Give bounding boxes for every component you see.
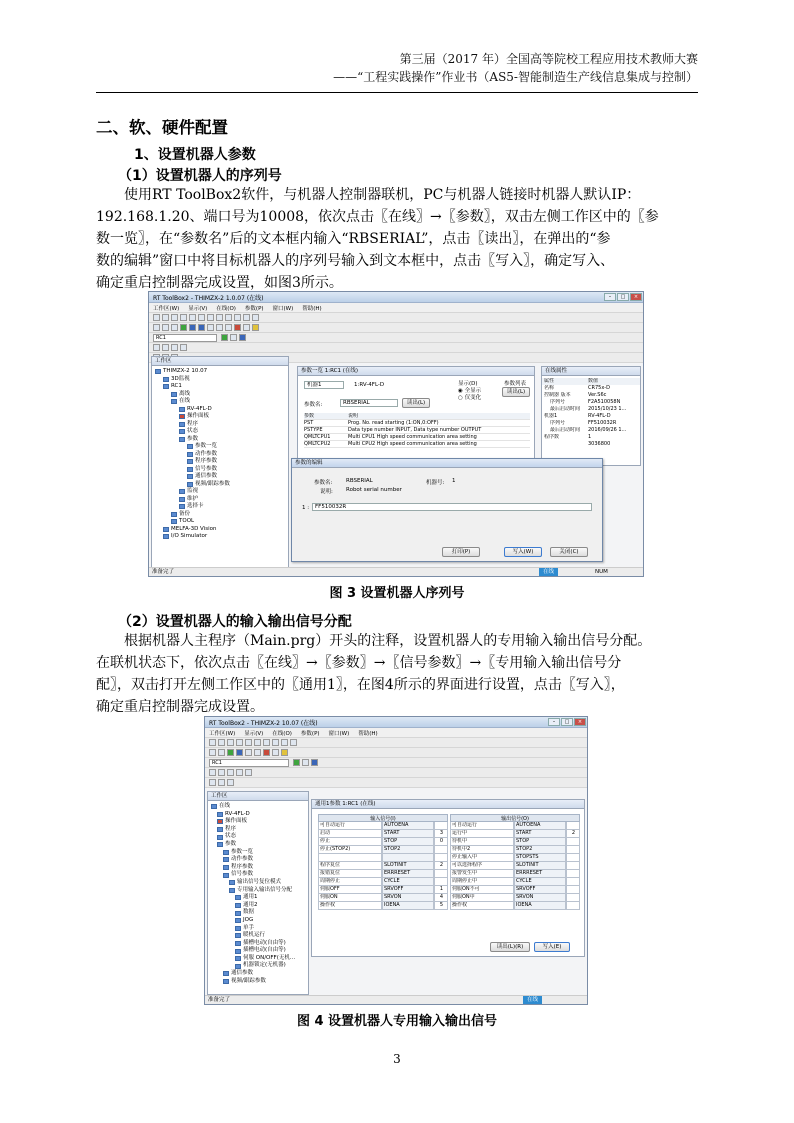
tree-item[interactable]: 数据	[211, 909, 305, 917]
jog-icon[interactable]	[171, 344, 178, 351]
prop-row: 机器1 RV-4FL-D	[544, 413, 611, 419]
new-icon[interactable]	[153, 314, 160, 321]
tree-item[interactable]: 输出信号复位模式	[211, 879, 305, 887]
menu-param[interactable]: 参数(P)	[244, 305, 264, 312]
minimize-icon[interactable]: –	[604, 293, 616, 301]
edit-desc-label: 说明:	[320, 489, 333, 495]
fig3-menubar	[149, 303, 643, 313]
copy-icon[interactable]	[254, 739, 261, 746]
fig3-toolbar-1	[149, 313, 643, 323]
tree-item[interactable]: 视频/跟踪参数	[155, 481, 285, 489]
param-col-header: 参数	[304, 413, 315, 419]
menu-view[interactable]: 显示(V)	[188, 305, 208, 312]
step1-line: 数的编辑”窗口中将目标机器人的序列号输入到文本框中，点击〖写入〗，确定写入、	[96, 253, 615, 269]
radio-changed[interactable]: ○ 仅变化	[458, 395, 482, 401]
paste-icon[interactable]	[207, 314, 214, 321]
tree-item[interactable]: 插槽电动(自由等)	[211, 940, 305, 948]
io-row[interactable]: 伺服ON SRVON 4	[318, 894, 448, 902]
io-row[interactable]: 操作权 IOENA	[450, 902, 580, 910]
io-row[interactable]: 伺服ON中 SRVON	[450, 894, 580, 902]
tree-item[interactable]: 专用输入输出信号分配	[211, 887, 305, 895]
io-row[interactable]: 待机中2 STOP2	[450, 846, 580, 854]
robot-combo[interactable]: RC1	[209, 759, 289, 767]
jog-icon[interactable]	[236, 769, 243, 776]
jog-icon[interactable]	[227, 769, 234, 776]
general1-title: 通用1参数 1:RC1 (在线)	[312, 800, 584, 809]
window-icon[interactable]	[252, 314, 259, 321]
table-row[interactable]: QMLTCPU2 Multi CPU2 High speed communication area setting	[304, 441, 530, 448]
tree-item[interactable]: 参数一览	[155, 443, 285, 451]
fig4-window-title: RT ToolBox2 - THIMZX-2 10.07 (在线)	[209, 719, 318, 727]
robot-combo[interactable]: RC1	[153, 334, 217, 342]
tree-item[interactable]: 参数一览	[211, 849, 305, 857]
param-name-input[interactable]: RBSERIAL	[340, 399, 398, 407]
step2-line: 在联机状态下，依次点击〖在线〗→〖参数〗→〖信号参数〗→〖专用输入输出信号分	[96, 655, 622, 671]
param-edit-dialog	[291, 458, 603, 562]
stop-icon[interactable]	[263, 749, 270, 756]
io-row[interactable]: 可以选择程序 SLOTINIT	[450, 862, 580, 870]
redo-icon[interactable]	[281, 739, 288, 746]
edit-name-label: 参数名:	[314, 480, 333, 486]
tree-item[interactable]: 暖机运行	[211, 932, 305, 940]
tree-item[interactable]: 维护	[155, 496, 285, 504]
tree-item[interactable]: 信号参数	[155, 466, 285, 474]
menu-online[interactable]: 在线(O)	[272, 730, 292, 737]
param-name-label: 参数名:	[304, 402, 323, 408]
io-row[interactable]: 可自动运行 AUTOENA	[450, 822, 580, 830]
step2-line: 确定重启控制器完成设置。	[96, 699, 264, 715]
tree-item[interactable]: 视频/跟踪参数	[211, 978, 305, 986]
connect-icon[interactable]	[221, 334, 228, 341]
help-icon[interactable]	[252, 324, 259, 331]
tree-item[interactable]: 操作面板	[155, 413, 285, 421]
io-row[interactable]	[318, 854, 448, 862]
undo-icon[interactable]	[272, 739, 279, 746]
tool-icon[interactable]	[272, 749, 279, 756]
redo-icon[interactable]	[225, 314, 232, 321]
tree-item[interactable]: 程序	[155, 421, 285, 429]
step1-line: 确定重启控制器完成设置，如图3所示。	[96, 275, 343, 291]
run-icon[interactable]	[209, 779, 216, 786]
fig4-caption: 图 4 设置机器人专用输入输出信号	[296, 1014, 498, 1029]
tree-item[interactable]: 单手	[211, 925, 305, 933]
tree-item[interactable]: 机器锁定(无机器)	[211, 962, 305, 970]
prop-row: 3036800	[588, 441, 611, 447]
prop-row: 名称 CR75x-D	[544, 385, 610, 391]
props-title: 在线属性	[542, 367, 640, 376]
jog-icon[interactable]	[218, 769, 225, 776]
page-number: 3	[393, 1052, 401, 1066]
fig4-toolbar-2	[205, 748, 587, 758]
copy-icon[interactable]	[198, 314, 205, 321]
tree-item[interactable]: 在线	[211, 803, 305, 811]
find-icon[interactable]	[234, 314, 241, 321]
step1-title: （1）设置机器人的序列号	[118, 168, 282, 184]
fig4-toolbar-3	[205, 758, 587, 768]
edit-desc-value: Robot serial number	[346, 487, 402, 493]
disconnect-icon[interactable]	[230, 334, 237, 341]
online-props-panel	[541, 366, 641, 466]
param-icon[interactable]	[216, 324, 223, 331]
tree-item[interactable]: 离线	[155, 391, 285, 399]
close-button[interactable]: 关闭(C)	[550, 547, 588, 557]
new-icon[interactable]	[209, 739, 216, 746]
param-table	[304, 413, 530, 448]
fig3-toolbar-4	[149, 343, 643, 353]
edit-machine-value: 1	[452, 478, 456, 484]
step1-line: 使用RT ToolBox2软件，与机器人控制器联机，PC与机器人链接时机器人默认IP：	[124, 187, 641, 203]
general1-window	[311, 799, 585, 957]
run-icon[interactable]	[227, 779, 234, 786]
write-button[interactable]: 写入(W)	[504, 547, 542, 557]
io-row[interactable]: 伺服ON不可 SRVOFF	[450, 886, 580, 894]
tree-item[interactable]: 通用1	[211, 894, 305, 902]
tree-item[interactable]: I/O Simulator	[155, 533, 285, 541]
jog-icon[interactable]	[209, 769, 216, 776]
io-row[interactable]: 可自动运行 AUTOENA	[318, 822, 448, 830]
tree-item[interactable]: RC1	[155, 383, 285, 391]
monitor-icon[interactable]	[198, 324, 205, 331]
menu-window[interactable]: 窗口(W)	[328, 730, 350, 737]
prop-row: 控制器 版本 Ver.S6c	[544, 392, 607, 398]
io-row[interactable]: 周期停止 CYCLE	[318, 878, 448, 886]
tree-item[interactable]: 通信参数	[211, 970, 305, 978]
close-icon[interactable]: ×	[574, 718, 586, 726]
menu-help[interactable]: 帮助(H)	[302, 305, 322, 312]
list-icon[interactable]	[218, 749, 225, 756]
output-signal-header: 输出信号(O)	[450, 814, 580, 822]
io-row[interactable]: 操作权 IOENA 5	[318, 902, 448, 910]
tree-item[interactable]: 3D监视	[155, 376, 285, 384]
fig4-workspace-panel	[207, 791, 309, 995]
tree-item[interactable]: 程序	[211, 826, 305, 834]
save-icon[interactable]	[171, 314, 178, 321]
fig3-caption: 图 3 设置机器人序列号	[329, 586, 465, 601]
status-text: 准备完了	[152, 569, 175, 575]
prop-row: 程序数 1	[544, 434, 592, 440]
tree-item[interactable]: 在线	[155, 398, 285, 406]
step2-line: 配〗，双击打开左侧工作区中的〖通用1〗，在图4所示的界面进行设置，点击〖写入〗，	[96, 677, 625, 693]
open-icon[interactable]	[218, 739, 225, 746]
header-rule	[96, 92, 698, 93]
num-indicator: NUM	[595, 569, 608, 575]
tree-item[interactable]: RV-4FL-D	[155, 406, 285, 414]
param-list-title: 参数一览 1:RC1 (在线)	[298, 367, 534, 376]
tree-item[interactable]: 状态	[155, 428, 285, 436]
table-row[interactable]: PST Prog. No. read starting (1:ON,0:OFF)	[304, 420, 530, 427]
display-label: 显示(D)	[458, 381, 478, 387]
menu-workspace[interactable]: 工作区(W)	[153, 305, 180, 312]
tree-item[interactable]: RV-4FL-D	[211, 811, 305, 819]
print-button[interactable]: 打印(P)	[442, 547, 480, 557]
help-icon[interactable]	[281, 749, 288, 756]
paste-icon[interactable]	[263, 739, 270, 746]
step2-paragraph	[96, 630, 698, 718]
fig3-titlebar	[149, 292, 643, 303]
list-icon[interactable]	[209, 749, 216, 756]
open-icon[interactable]	[162, 314, 169, 321]
read-button[interactable]: 读出(L)(R)	[490, 942, 530, 952]
jog-icon[interactable]	[180, 344, 187, 351]
jog-icon[interactable]	[162, 344, 169, 351]
menu-online[interactable]: 在线(O)	[216, 305, 236, 312]
param-list-label: 参数列表	[504, 381, 527, 387]
tree-item[interactable]: 监视	[155, 488, 285, 496]
serial-number-input[interactable]: FF510032R	[312, 503, 592, 511]
header-line-2: ——“工程实践操作”作业书（AS5-智能制造生产线信息集成与控制）	[333, 70, 698, 84]
maximize-icon[interactable]: □	[617, 293, 629, 301]
list-icon[interactable]	[162, 324, 169, 331]
menu-param[interactable]: 参数(P)	[300, 730, 320, 737]
tree-item[interactable]: 伺服 ON/OFF(无机...	[211, 955, 305, 963]
input-signal-header: 输入信号(I)	[318, 814, 448, 822]
param-list-window	[297, 366, 535, 462]
print-icon[interactable]	[236, 739, 243, 746]
menu-workspace[interactable]: 工作区(W)	[209, 730, 236, 737]
desc-col-header: 说明	[348, 413, 359, 419]
maximize-icon[interactable]: □	[561, 718, 573, 726]
edit-machine-label: 机器号:	[426, 480, 445, 486]
page-header	[333, 50, 698, 86]
radio-all[interactable]: ◉ 全显示	[458, 388, 482, 394]
sim-icon[interactable]	[239, 334, 246, 341]
fig3-toolbar-2	[149, 323, 643, 333]
disconnect-icon[interactable]	[302, 759, 309, 766]
io-row[interactable]: 报错复位 ERRRESET	[318, 870, 448, 878]
online-badge: 在线	[539, 568, 558, 576]
fig3-statusbar	[149, 567, 643, 576]
input-signal-grid	[318, 814, 448, 910]
menu-view[interactable]: 显示(V)	[244, 730, 264, 737]
window-icon[interactable]	[290, 739, 297, 746]
fig4-titlebar	[205, 717, 587, 728]
section-title: 二、软、硬件配置	[96, 118, 228, 137]
io-row[interactable]: 停止 STOP 0	[318, 838, 448, 846]
param-icon[interactable]	[245, 749, 252, 756]
tree-item[interactable]: 通信参数	[155, 473, 285, 481]
workspace-tree	[208, 801, 308, 987]
tree-item[interactable]: 通用2	[211, 902, 305, 910]
cut-icon[interactable]	[189, 314, 196, 321]
table-row[interactable]: QMLTCPU1 Multi CPU1 High speed communication area setting	[304, 434, 530, 441]
step1-paragraph	[96, 184, 698, 294]
workspace-tree	[152, 366, 288, 543]
edit-index: 1 :	[302, 505, 310, 511]
tree-item[interactable]: 信号参数	[211, 871, 305, 879]
menu-help[interactable]: 帮助(H)	[358, 730, 378, 737]
list-icon[interactable]	[171, 324, 178, 331]
undo-icon[interactable]	[216, 314, 223, 321]
fig3-window-title: RT ToolBox2 - THIMZX-2 1.0.07 (在线)	[153, 294, 264, 302]
tree-item[interactable]: 程序参数	[155, 458, 285, 466]
minimize-icon[interactable]: –	[548, 718, 560, 726]
machine-value: 1:RV-4FL-D	[354, 382, 385, 388]
read-list-button[interactable]: 读出(L)	[502, 387, 530, 397]
print-icon[interactable]	[180, 314, 187, 321]
sim-icon[interactable]	[311, 759, 318, 766]
io-row[interactable]: 运行中 START 2	[450, 830, 580, 838]
cut-icon[interactable]	[245, 739, 252, 746]
tree-item[interactable]: 插槽电动(自由等)	[211, 947, 305, 955]
tree-item[interactable]: MELFA-3D Vision	[155, 526, 285, 534]
param-icon[interactable]	[225, 324, 232, 331]
workspace-title: 工作区	[152, 357, 288, 366]
io-row[interactable]: 启动 START 3	[318, 830, 448, 838]
machine-select[interactable]: 机器1	[304, 381, 344, 389]
tree-item[interactable]: 参数	[211, 841, 305, 849]
menu-window[interactable]: 窗口(W)	[272, 305, 294, 312]
io-row[interactable]: 伺服OFF SRVOFF 1	[318, 886, 448, 894]
io-row[interactable]: 停止(STOP2) STOP2	[318, 846, 448, 854]
step2-line: 根据机器人主程序（Main.prg）开头的注释，设置机器人的专用输入输出信号分配。	[124, 633, 652, 649]
fig4-toolbar-4	[205, 768, 587, 778]
step2-title: （2）设置机器人的输入输出信号分配	[118, 614, 352, 630]
table-row[interactable]: PSTYPE Data type number INPUT, Data type number OUTPUT	[304, 427, 530, 434]
tree-item[interactable]: 参数	[155, 436, 285, 444]
fig4-menubar	[205, 728, 587, 738]
read-button[interactable]: 读出(L)	[402, 398, 430, 408]
io-row[interactable]: 报警发生中 ERRRESET	[450, 870, 580, 878]
prop-row: 最后启动时间 2016/09/26 1...	[550, 427, 627, 433]
tree-item[interactable]: 操作面板	[211, 818, 305, 826]
workspace-title: 工作区	[208, 792, 308, 801]
fig3-screenshot	[148, 291, 644, 577]
online-icon[interactable]	[227, 749, 234, 756]
param-icon[interactable]	[254, 749, 261, 756]
fig3-workspace-panel	[151, 356, 289, 568]
stop-icon[interactable]	[234, 324, 241, 331]
write-button[interactable]: 写入(E)	[534, 942, 570, 952]
status-text: 准备完了	[208, 997, 231, 1003]
tree-item[interactable]: 程序参数	[211, 864, 305, 872]
edit-name-value: RBSERIAL	[346, 478, 373, 484]
prop-row: 最后启动时间 2015/10/23 1...	[550, 406, 627, 412]
online-badge: 在线	[523, 996, 542, 1004]
subsection-title: 1、设置机器人参数	[134, 147, 256, 163]
fig4-statusbar	[205, 995, 587, 1004]
tree-item[interactable]: 状态	[211, 833, 305, 841]
param-icon[interactable]	[207, 324, 214, 331]
monitor-icon[interactable]	[236, 749, 243, 756]
fig3-toolbar-3	[149, 333, 643, 343]
step1-line: 192.168.1.20、端口号为10008，依次点击〖在线〗→〖参数〗，双击左侧工作区中的〖参	[96, 209, 659, 225]
jog-icon[interactable]	[245, 769, 252, 776]
prop-row: 序列号 FF510032R	[550, 420, 617, 426]
edit-dialog-title: 参数的编辑	[292, 459, 602, 468]
jog-icon[interactable]	[153, 344, 160, 351]
list-icon[interactable]	[153, 324, 160, 331]
tree-item[interactable]: 动作参数	[155, 451, 285, 459]
step1-line: 数一览〗，在“参数名”后的文本框内输入“RBSERIAL”，点击〖读出〗，在弹出的“参	[96, 231, 611, 247]
online-icon[interactable]	[180, 324, 187, 331]
tool-icon[interactable]	[243, 324, 250, 331]
prop-row: 序列号 F2A510058N	[550, 399, 621, 405]
window-icon[interactable]	[243, 314, 250, 321]
run-icon[interactable]	[218, 779, 225, 786]
connect-icon[interactable]	[293, 759, 300, 766]
tree-item[interactable]: TOOL	[155, 518, 285, 526]
props-table: 属性 数值 名称 CR75x-D 控制器 版本 Ver.S6c 序列号 F2A510058N 最后启动时间 2015/10/23 1... 机器1 RV-4FL-D 序列号 FF510032R 最后启动时间 2016/09/26 1... 程序数 1 3036800	[542, 376, 640, 448]
close-icon[interactable]: ×	[630, 293, 642, 301]
io-row[interactable]: 停止输入中 STOPSTS	[450, 854, 580, 862]
io-row[interactable]: 程序复位 SLOTINIT 2	[318, 862, 448, 870]
tree-item[interactable]: THIMZX-2 10.07	[155, 368, 285, 376]
io-row[interactable]: 待机中 STOP	[450, 838, 580, 846]
io-row[interactable]: 周期停止中 CYCLE	[450, 878, 580, 886]
tree-item[interactable]: 动作参数	[211, 856, 305, 864]
save-icon[interactable]	[227, 739, 234, 746]
fig4-toolbar-1	[205, 738, 587, 748]
output-signal-grid	[450, 814, 580, 910]
fig4-toolbar-5	[205, 778, 587, 788]
tree-item[interactable]: JOG	[211, 917, 305, 925]
tree-item[interactable]: 备份	[155, 511, 285, 519]
tree-item[interactable]: 选择卡	[155, 503, 285, 511]
monitor-icon[interactable]	[189, 324, 196, 331]
fig4-screenshot	[204, 716, 588, 1005]
header-line-1: 第三届（2017 年）全国高等院校工程应用技术教师大赛	[399, 52, 698, 66]
